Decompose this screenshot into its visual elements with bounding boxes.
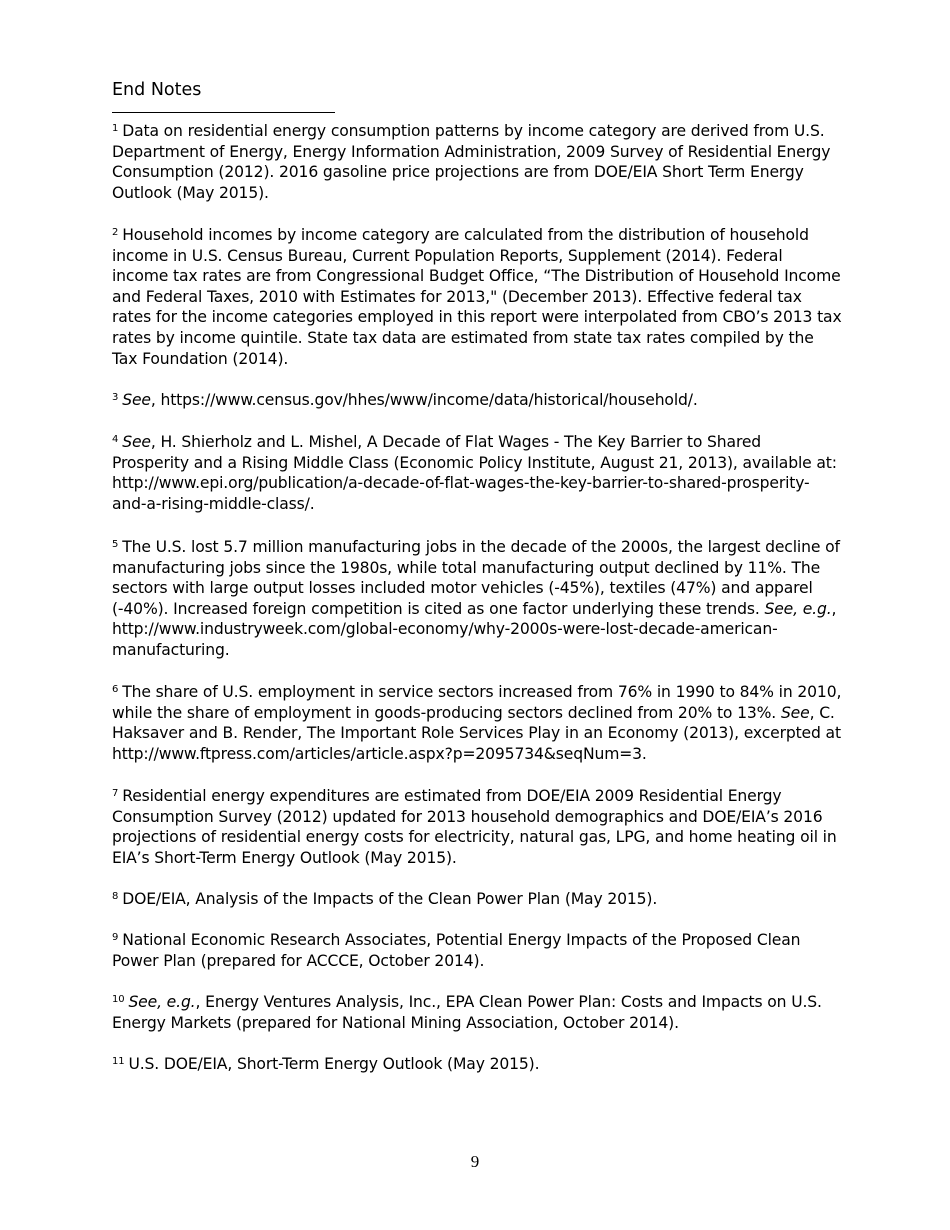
endnote-3 bbox=[112, 390, 842, 411]
endnote-number: 1 bbox=[112, 123, 119, 134]
endnote-text: , https://www.census.gov/hhes/www/income/data/historical/household/. bbox=[150, 391, 698, 409]
endnote-see: See bbox=[122, 391, 151, 409]
endnote-text: The U.S. lost 5.7 million manufacturing jobs in the decade of the 2000s, the largest decline of manufacturing jobs since the 1980s, while total manufacturing output declined by 11%. The sectors with large output losses included motor vehicles (-45%), textiles (47%) and apparel (-40%). Increased foreign competition is cited as one factor underlying these trends. bbox=[112, 538, 840, 618]
endnote-1 bbox=[112, 121, 842, 203]
end-notes-heading: End Notes bbox=[112, 80, 202, 100]
page-number: 9 bbox=[470, 1152, 480, 1171]
endnote-see: See bbox=[780, 703, 810, 722]
endnote-text: Data on residential energy consumption patterns by income category are derived from U.S. Department of Energy, Energy Information Administration, 2009 Survey of Residential Energy Consumption (2012). 2016 gasoline price projections are from DOE/EIA Short Term Energy Outlook (May 2015). bbox=[112, 122, 831, 202]
endnote-number: 9 bbox=[112, 932, 119, 943]
endnote-number: 8 bbox=[112, 891, 119, 902]
endnote-7 bbox=[112, 786, 842, 868]
endnote-number: 11 bbox=[112, 1056, 125, 1067]
endnote-11 bbox=[112, 1054, 842, 1075]
endnote-number: 3 bbox=[112, 392, 119, 403]
endnote-tail: , C. Haksaver and B. Render, The Important Role Services Play in an Economy (2013), excerpted at http://www.ftpress.com/articles/article.aspx?p=2095734&seqNum=3. bbox=[112, 703, 841, 763]
endnote-text: DOE/EIA, Analysis of the Impacts of the Clean Power Plan (May 2015). bbox=[122, 890, 658, 908]
endnote-6 bbox=[112, 682, 842, 764]
endnote-8 bbox=[112, 889, 842, 910]
endnote-4 bbox=[112, 432, 842, 514]
endnote-text: Household incomes by income category are calculated from the distribution of household income in U.S. Census Bureau, Current Population Reports, Supplement (2014). Federal income tax rates are from Congressional Budget Office, “The Distribution of Household Income and Federal Taxes, 2010 with Estimates for 2013," (December 2013). Effective federal tax rates for the income categories employed in this report were interpolated from CBO’s 2013 tax rates by income quintile. State tax data are estimated from state tax rates compiled by the Tax Foundation (2014). bbox=[112, 226, 842, 368]
endnote-see: See bbox=[122, 433, 151, 451]
endnote-see: See, e.g. bbox=[764, 599, 832, 618]
endnote-9 bbox=[112, 930, 842, 971]
endnote-number: 2 bbox=[112, 227, 119, 238]
endnote-see: See, e.g. bbox=[128, 993, 196, 1011]
endnote-text: , H. Shierholz and L. Mishel, A Decade of Flat Wages - The Key Barrier to Shared Prosperity and a Rising Middle Class (Economic Policy Institute, August 21, 2013), available at: http://www.epi.org/publication/a-decade-of-flat-wages-the-key-barrier-to-shared-prosperity-and-a-rising-middle-class/. bbox=[112, 433, 837, 513]
endnote-number: 5 bbox=[112, 539, 119, 550]
endnote-tail: , http://www.industryweek.com/global-economy/why-2000s-were-lost-decade-american-manufacturing. bbox=[112, 599, 837, 659]
endnote-number: 7 bbox=[112, 788, 119, 799]
endnote-text: National Economic Research Associates, Potential Energy Impacts of the Proposed Clean Power Plan (prepared for ACCCE, October 2014). bbox=[112, 931, 801, 970]
endnote-number: 10 bbox=[112, 994, 125, 1005]
endnote-text: , Energy Ventures Analysis, Inc., EPA Clean Power Plan: Costs and Impacts on U.S. Energy Markets (prepared for National Mining Association, October 2014). bbox=[112, 993, 822, 1032]
endnote-text: The share of U.S. employment in service sectors increased from 76% in 1990 to 84% in 2010, while the share of employment in goods-producing sectors declined from 20% to 13%. bbox=[112, 683, 842, 722]
endnote-10 bbox=[112, 992, 842, 1033]
endnote-number: 4 bbox=[112, 434, 119, 445]
endnote-text: U.S. DOE/EIA, Short-Term Energy Outlook (May 2015). bbox=[128, 1055, 540, 1073]
endnote-5 bbox=[112, 537, 842, 661]
footnote-separator bbox=[112, 112, 335, 113]
endnote-number: 6 bbox=[112, 684, 119, 695]
endnote-text: Residential energy expenditures are estimated from DOE/EIA 2009 Residential Energy Consumption Survey (2012) updated for 2013 household demographics and DOE/EIA’s 2016 projections of residential energy costs for electricity, natural gas, LPG, and home heating oil in EIA’s Short-Term Energy Outlook (May 2015). bbox=[112, 787, 837, 867]
endnote-2 bbox=[112, 225, 842, 369]
